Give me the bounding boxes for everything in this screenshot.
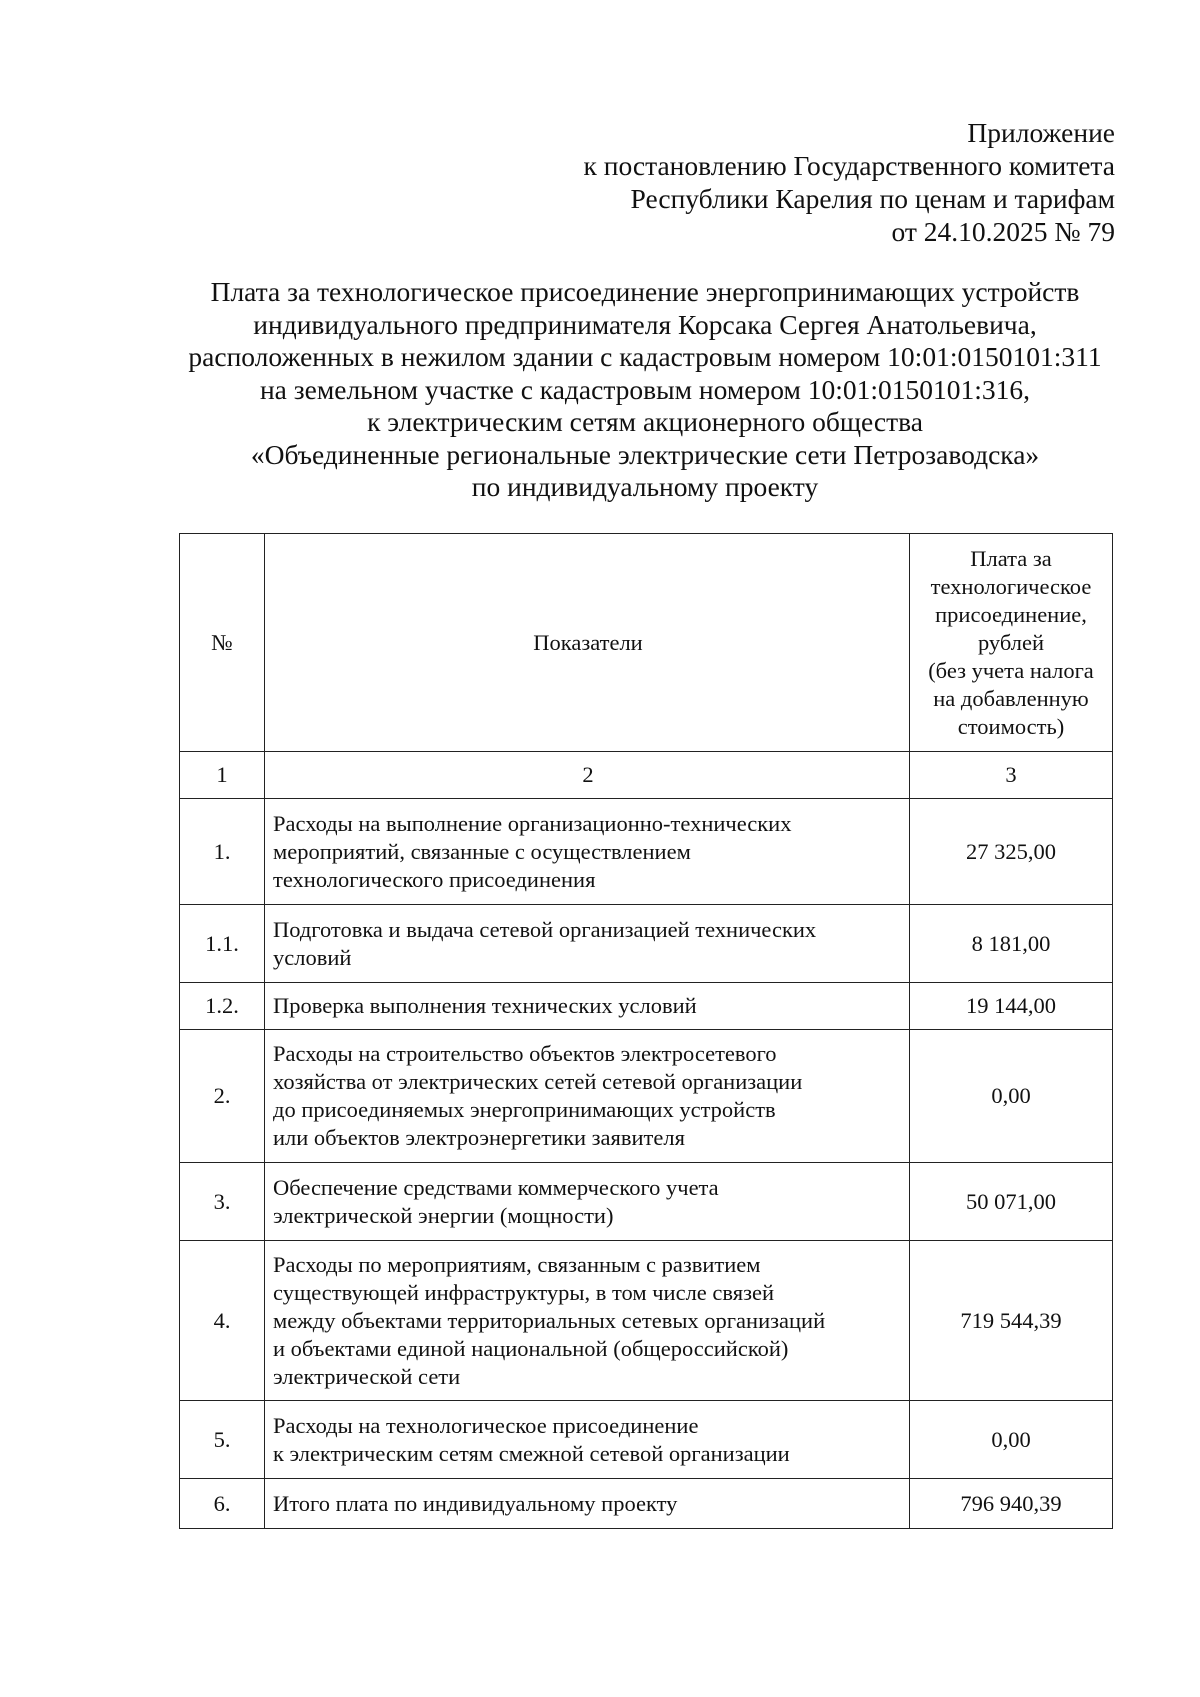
row-indicator: Подготовка и выдача сетевой организацией технических условий — [265, 905, 910, 983]
row-indicator: Обеспечение средствами коммерческого учета электрической энергии (мощности) — [265, 1163, 910, 1241]
row-value: 50 071,00 — [910, 1163, 1113, 1241]
title-line: Плата за технологическое присоединение энергопринимающих устройств — [210, 276, 1080, 307]
row-number: 6. — [180, 1479, 265, 1529]
row-indicator: Расходы на технологическое присоединение к электрическим сетям смежной сетевой организации — [265, 1401, 910, 1479]
title-line: по индивидуальному проекту — [471, 471, 819, 502]
row-number: 1.1. — [180, 905, 265, 983]
row-value: 719 544,39 — [910, 1241, 1113, 1401]
table-row — [180, 799, 1113, 905]
appendix-label: Приложение — [967, 117, 1115, 148]
row-number: 1.2. — [180, 983, 265, 1030]
row-number: 2. — [180, 1030, 265, 1163]
row-value: 27 325,00 — [910, 799, 1113, 905]
column-index-row — [180, 752, 1113, 799]
document-title — [150, 276, 1140, 504]
row-value: 0,00 — [910, 1401, 1113, 1479]
column-index-2: 2 — [265, 752, 910, 799]
table-row — [180, 905, 1113, 983]
header-fee: Плата за технологическое присоединение, рублей (без учета налога на добавленную стоимость) — [910, 534, 1113, 752]
appendix-authority: Республики Карелия по ценам и тарифам — [630, 183, 1115, 214]
title-line: на земельном участке с кадастровым номером 10:01:0150101:316, — [259, 373, 1031, 405]
row-number: 5. — [180, 1401, 265, 1479]
appendix-date-number: от 24.10.2025 № 79 — [891, 216, 1115, 247]
row-indicator: Проверка выполнения технических условий — [265, 983, 910, 1030]
appendix-decree: к постановлению Государственного комитета — [583, 150, 1115, 181]
column-index-1: 1 — [180, 752, 265, 799]
row-value: 0,00 — [910, 1030, 1113, 1163]
fee-table — [179, 533, 1113, 1529]
appendix-header — [584, 116, 1116, 248]
row-value: 8 181,00 — [910, 905, 1113, 983]
header-indicators: Показатели — [265, 534, 910, 752]
row-indicator: Итого плата по индивидуальному проекту — [265, 1479, 910, 1529]
table-row-total — [180, 1479, 1113, 1529]
table-row — [180, 1163, 1113, 1241]
row-indicator: Расходы на выполнение организационно-технических мероприятий, связанные с осуществлением технологического присоединения — [265, 799, 910, 905]
table-row — [180, 1401, 1113, 1479]
row-value: 796 940,39 — [910, 1479, 1113, 1529]
table-row — [180, 1241, 1113, 1401]
table-header-row — [180, 534, 1113, 752]
row-number: 3. — [180, 1163, 265, 1241]
header-number: № — [180, 534, 265, 752]
row-indicator: Расходы на строительство объектов электросетевого хозяйства от электрических сетей сетевой организации до присоединяемых энергопринимающих устройств или объектов электроэнергетики заявителя — [265, 1030, 910, 1163]
row-number: 4. — [180, 1241, 265, 1401]
title-line: «Объединенные региональные электрические сети Петрозаводска» — [250, 438, 1040, 470]
row-indicator: Расходы по мероприятиям, связанным с развитием существующей инфраструктуры, в том числе связей между объектами территориальных сетевых организаций и объектами единой национальной (общероссийской) электрической сети — [265, 1241, 910, 1401]
title-line: к электрическим сетям акционерного общества — [367, 406, 923, 437]
column-index-3: 3 — [910, 752, 1113, 799]
table-row — [180, 1030, 1113, 1163]
row-value: 19 144,00 — [910, 983, 1113, 1030]
title-line: индивидуального предпринимателя Корсака Сергея Анатольевича, — [253, 308, 1037, 340]
title-line: расположенных в нежилом здании с кадастровым номером 10:01:0150101:311 — [188, 341, 1102, 372]
table-row — [180, 983, 1113, 1030]
row-number: 1. — [180, 799, 265, 905]
